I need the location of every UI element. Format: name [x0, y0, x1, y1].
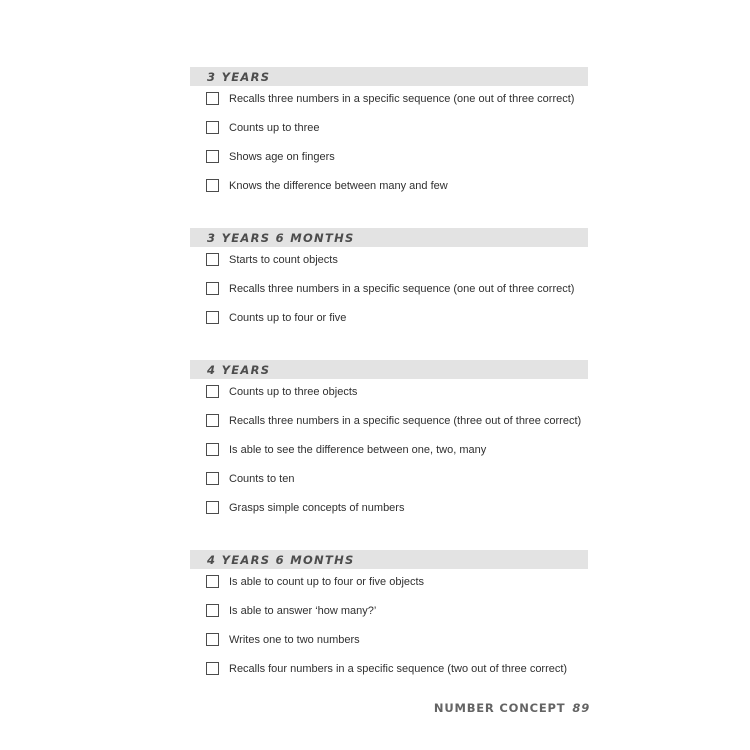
- checklist-item: [190, 495, 588, 524]
- section-title: 3 YEARS: [207, 69, 271, 84]
- item-label: Counts up to three objects: [229, 386, 358, 398]
- section-header: [190, 360, 588, 379]
- checkbox[interactable]: [206, 633, 219, 646]
- checkbox[interactable]: [206, 121, 219, 134]
- checklist: [190, 67, 588, 685]
- checklist-item: [190, 247, 588, 276]
- item-label: Recalls four numbers in a specific sequence (two out of three correct): [229, 663, 568, 675]
- checkbox[interactable]: [206, 179, 219, 192]
- checklist-item: [190, 144, 588, 173]
- checkbox[interactable]: [206, 92, 219, 105]
- age-section: [190, 67, 588, 202]
- checkbox[interactable]: [206, 311, 219, 324]
- section-header: [190, 228, 588, 247]
- footer-page-number: 89: [572, 701, 590, 715]
- age-section: [190, 228, 588, 334]
- checklist-item: [190, 276, 588, 305]
- item-label: Recalls three numbers in a specific sequence (three out of three correct): [229, 415, 582, 427]
- section-title: 3 YEARS 6 MONTHS: [207, 230, 355, 245]
- age-section: [190, 360, 588, 524]
- item-label: Counts up to three: [229, 122, 320, 134]
- checkbox[interactable]: [206, 385, 219, 398]
- checklist-item: [190, 656, 588, 685]
- checklist-item: [190, 115, 588, 144]
- footer-label: NUMBER CONCEPT: [433, 701, 566, 715]
- checklist-item: [190, 627, 588, 656]
- item-label: Is able to count up to four or five objects: [229, 576, 425, 588]
- section-title: 4 YEARS: [207, 362, 271, 377]
- item-label: Shows age on fingers: [229, 151, 335, 163]
- checklist-item: [190, 379, 588, 408]
- checkbox[interactable]: [206, 282, 219, 295]
- item-label: Writes one to two numbers: [229, 634, 360, 646]
- age-section: [190, 550, 588, 685]
- item-label: Recalls three numbers in a specific sequence (one out of three correct): [229, 93, 575, 105]
- checkbox[interactable]: [206, 501, 219, 514]
- item-label: Starts to count objects: [229, 254, 338, 266]
- section-title: 4 YEARS 6 MONTHS: [207, 552, 355, 567]
- item-label: Counts up to four or five: [229, 312, 347, 324]
- checklist-item: [190, 569, 588, 598]
- page-footer: [190, 697, 590, 716]
- checklist-item: [190, 305, 588, 334]
- checkbox[interactable]: [206, 604, 219, 617]
- checkbox[interactable]: [206, 472, 219, 485]
- checkbox[interactable]: [206, 150, 219, 163]
- checklist-item: [190, 437, 588, 466]
- checkbox[interactable]: [206, 575, 219, 588]
- checklist-item: [190, 173, 588, 202]
- checkbox[interactable]: [206, 414, 219, 427]
- checklist-item: [190, 598, 588, 627]
- checkbox[interactable]: [206, 662, 219, 675]
- item-label: Knows the difference between many and few: [229, 180, 448, 192]
- item-label: Grasps simple concepts of numbers: [229, 502, 405, 514]
- item-label: Counts to ten: [229, 473, 295, 485]
- checkbox[interactable]: [206, 253, 219, 266]
- checklist-item: [190, 86, 588, 115]
- item-label: Is able to see the difference between one, two, many: [229, 444, 487, 456]
- section-header: [190, 550, 588, 569]
- item-label: Is able to answer ‘how many?’: [229, 605, 377, 617]
- section-header: [190, 67, 588, 86]
- checklist-item: [190, 466, 588, 495]
- checklist-item: [190, 408, 588, 437]
- item-label: Recalls three numbers in a specific sequence (one out of three correct): [229, 283, 575, 295]
- checkbox[interactable]: [206, 443, 219, 456]
